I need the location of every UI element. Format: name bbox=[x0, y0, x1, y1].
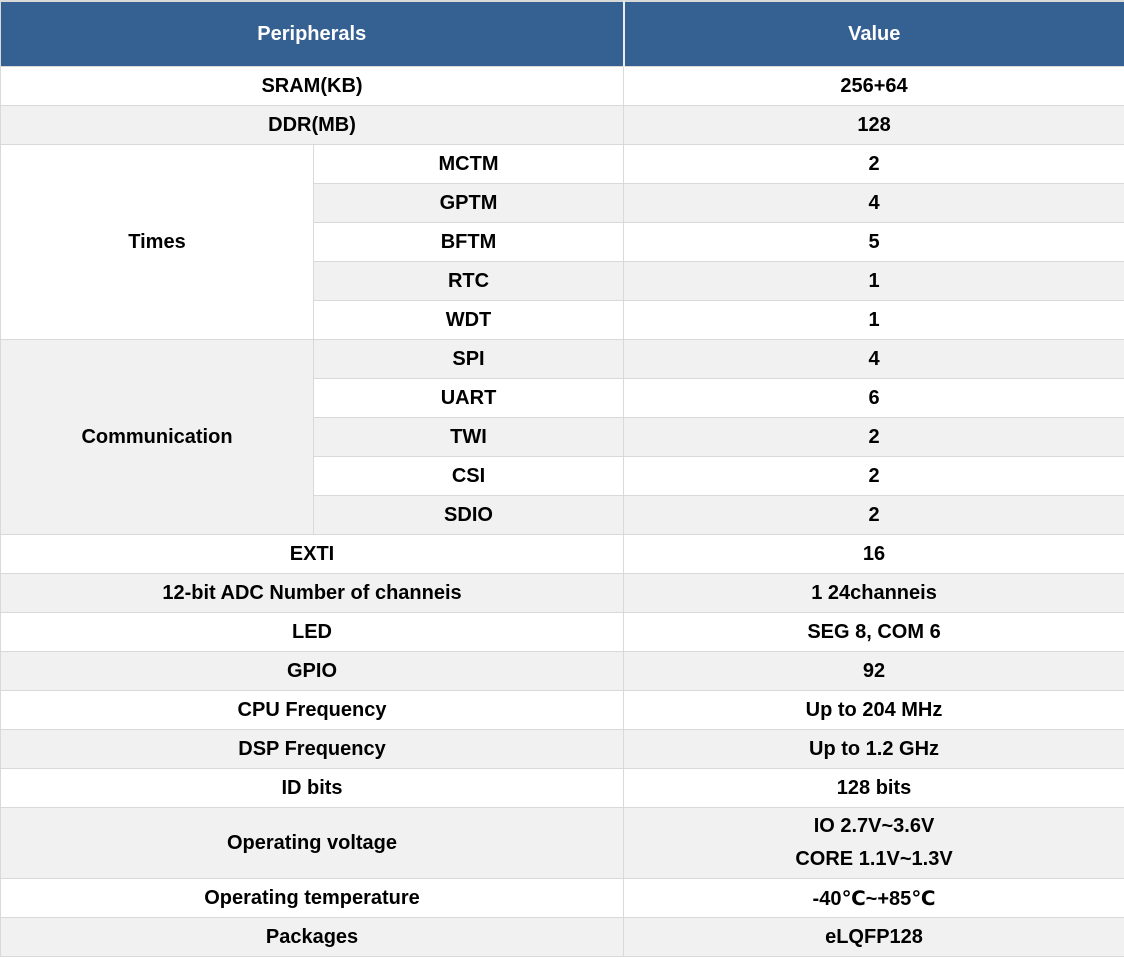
peripheral-cell: BFTM bbox=[314, 223, 624, 262]
table-row-sram bbox=[1, 67, 1124, 106]
table-row-adc bbox=[1, 574, 1124, 613]
peripheral-cell: GPTM bbox=[314, 184, 624, 223]
peripheral-cell: ID bits bbox=[1, 769, 624, 808]
peripheral-cell: SPI bbox=[314, 340, 624, 379]
value-cell: 4 bbox=[624, 340, 1124, 379]
value-cell: 256+64 bbox=[624, 67, 1124, 106]
peripheral-cell: RTC bbox=[314, 262, 624, 301]
value-cell: 1 24channeis bbox=[624, 574, 1124, 613]
header-peripherals: Peripherals bbox=[1, 2, 624, 67]
peripheral-cell: TWI bbox=[314, 418, 624, 457]
peripheral-cell: SRAM(KB) bbox=[1, 67, 624, 106]
table-row-cpu-frequency bbox=[1, 691, 1124, 730]
value-cell: 4 bbox=[624, 184, 1124, 223]
peripheral-cell: CSI bbox=[314, 457, 624, 496]
value-cell: 1 bbox=[624, 301, 1124, 340]
group-label-times: Times bbox=[1, 145, 314, 340]
table-row-mctm bbox=[1, 145, 1124, 184]
value-cell: 128 bits bbox=[624, 769, 1124, 808]
value-cell: 16 bbox=[624, 535, 1124, 574]
value-cell: 128 bbox=[624, 106, 1124, 145]
peripherals-table bbox=[0, 1, 1124, 957]
value-cell: 2 bbox=[624, 496, 1124, 535]
value-cell: 2 bbox=[624, 418, 1124, 457]
value-cell: SEG 8, COM 6 bbox=[624, 613, 1124, 652]
value-line-core: CORE 1.1V~1.3V bbox=[795, 848, 953, 870]
value-cell: 2 bbox=[624, 457, 1124, 496]
value-cell: 2 bbox=[624, 145, 1124, 184]
table-row-operating-temperature bbox=[1, 879, 1124, 918]
value-cell: 92 bbox=[624, 652, 1124, 691]
value-cell: Up to 204 MHz bbox=[624, 691, 1124, 730]
peripheral-cell: EXTI bbox=[1, 535, 624, 574]
peripheral-cell: 12-bit ADC Number of channeis bbox=[1, 574, 624, 613]
peripheral-cell: LED bbox=[1, 613, 624, 652]
table-row-dsp-frequency bbox=[1, 730, 1124, 769]
peripheral-cell: Operating voltage bbox=[1, 808, 624, 879]
table-row-exti bbox=[1, 535, 1124, 574]
value-line-io: IO 2.7V~3.6V bbox=[813, 815, 935, 837]
header-value: Value bbox=[624, 2, 1124, 67]
value-cell: Up to 1.2 GHz bbox=[624, 730, 1124, 769]
peripheral-cell: MCTM bbox=[314, 145, 624, 184]
peripheral-cell: GPIO bbox=[1, 652, 624, 691]
table-row-operating-voltage bbox=[1, 808, 1124, 879]
peripheral-cell: Operating temperature bbox=[1, 879, 624, 918]
table-row-ddr bbox=[1, 106, 1124, 145]
table-row-spi bbox=[1, 340, 1124, 379]
table-row-led bbox=[1, 613, 1124, 652]
group-label-communication: Communication bbox=[1, 340, 314, 535]
header-row bbox=[1, 2, 1124, 67]
peripheral-cell: Packages bbox=[1, 918, 624, 957]
table-row-packages bbox=[1, 918, 1124, 957]
table-row-gpio bbox=[1, 652, 1124, 691]
value-cell: -40℃~+85℃ bbox=[624, 879, 1124, 918]
table-row-id-bits bbox=[1, 769, 1124, 808]
peripheral-cell: CPU Frequency bbox=[1, 691, 624, 730]
peripheral-cell: WDT bbox=[314, 301, 624, 340]
value-cell: 6 bbox=[624, 379, 1124, 418]
peripheral-cell: SDIO bbox=[314, 496, 624, 535]
peripheral-cell: DSP Frequency bbox=[1, 730, 624, 769]
value-cell: eLQFP128 bbox=[624, 918, 1124, 957]
value-cell bbox=[624, 808, 1124, 879]
value-cell: 1 bbox=[624, 262, 1124, 301]
peripheral-cell: UART bbox=[314, 379, 624, 418]
value-cell: 5 bbox=[624, 223, 1124, 262]
peripheral-cell: DDR(MB) bbox=[1, 106, 624, 145]
